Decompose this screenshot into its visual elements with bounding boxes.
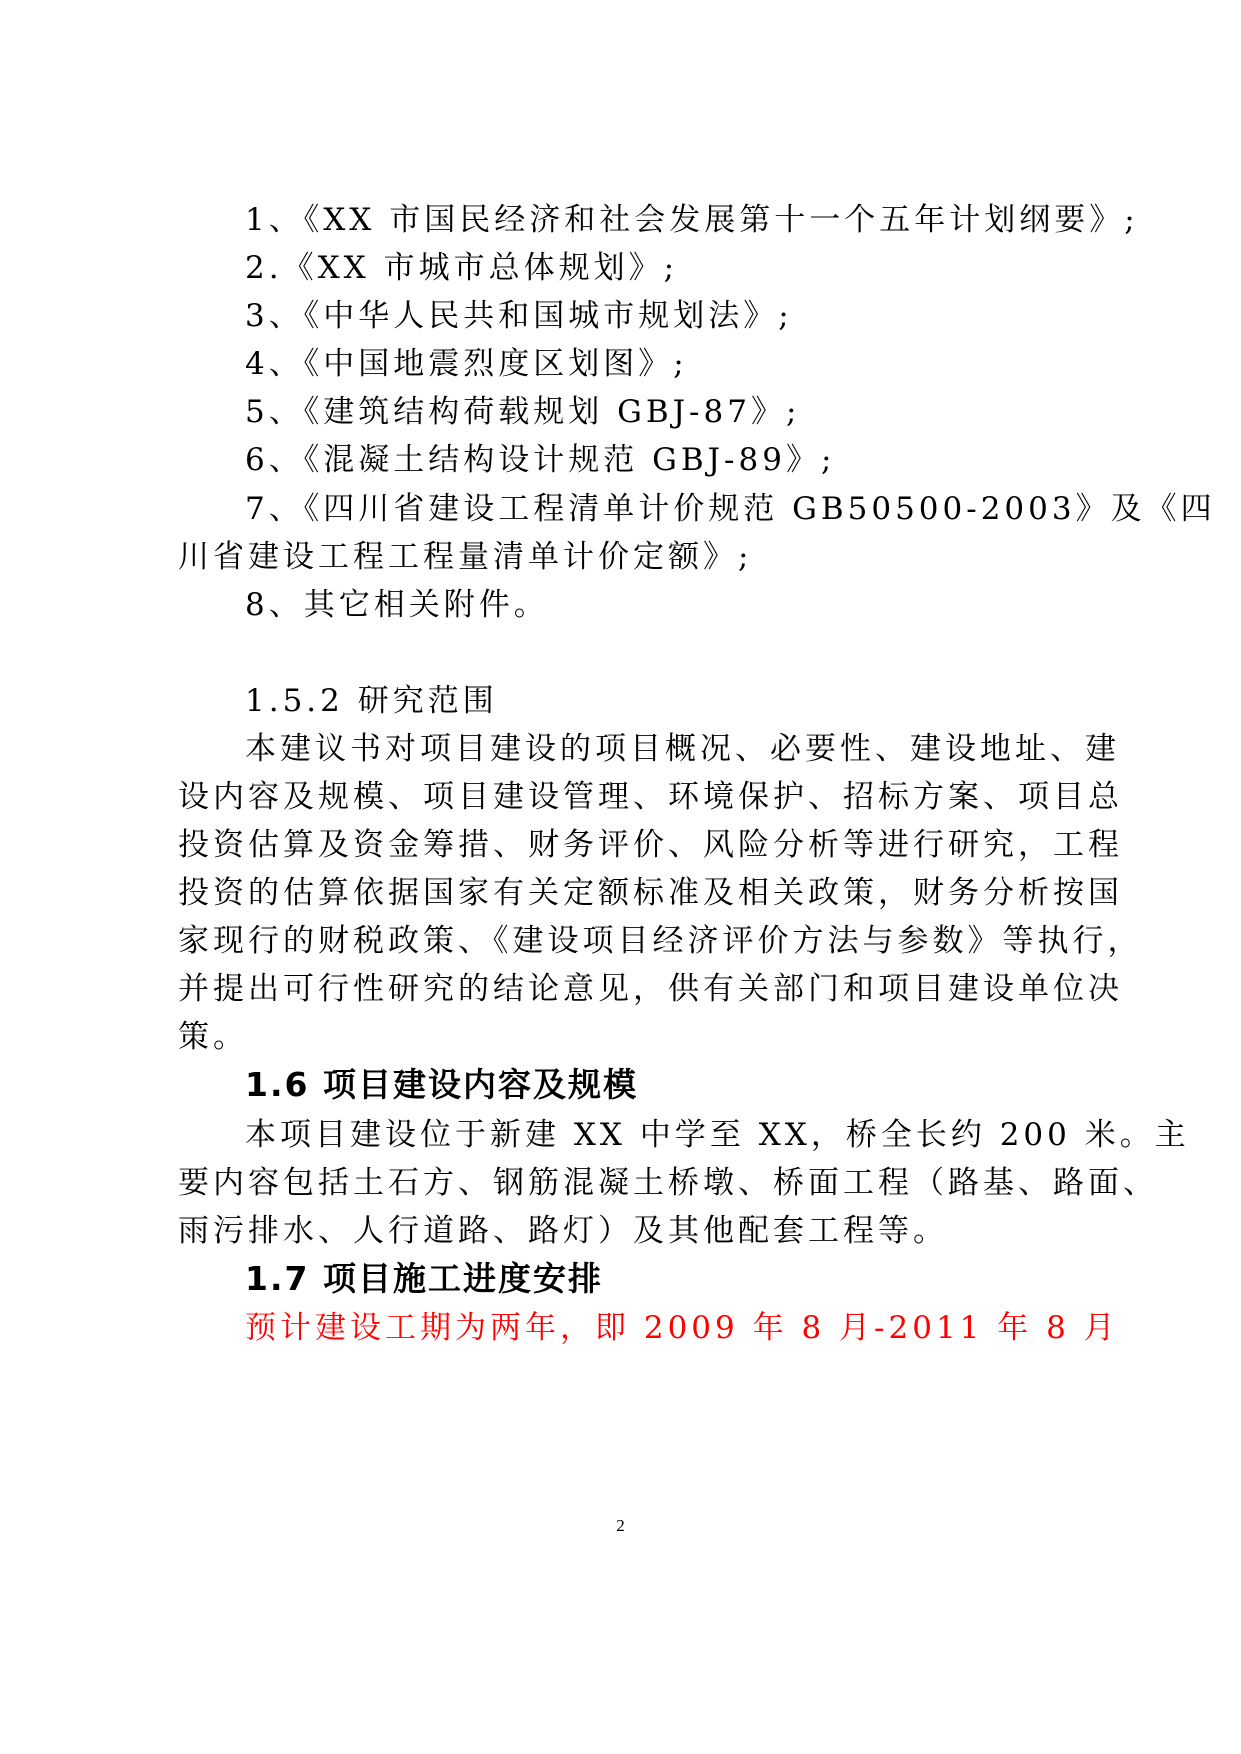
page-number: 2 (616, 1516, 625, 1535)
basis-item-2: 2.《XX 市城市总体规划》; (245, 250, 679, 286)
section-1-5-2-title: 1.5.2 研究范围 (245, 683, 498, 719)
basis-item-8: 8、其它相关附件。 (245, 587, 549, 623)
section-1-6-heading: 1.6 项目建设内容及规模 (245, 1065, 638, 1104)
scope-line-2: 设内容及规模、项目建设管理、环境保护、招标方案、项目总 (178, 779, 1123, 815)
scope-line-1: 本建议书对项目建设的项目概况、必要性、建设地址、建 (245, 731, 1120, 767)
basis-item-7-continued: 川省建设工程工程量清单计价定额》; (178, 539, 753, 575)
basis-item-3: 3、《中华人民共和国城市规划法》; (245, 298, 793, 334)
scope-line-5: 家现行的财税政策、《建设项目经济评价方法与参数》等执行， (178, 923, 1143, 959)
basis-item-5: 5、《建筑结构荷载规划 GBJ-87》; (245, 394, 801, 430)
section-1-7-heading: 1.7 项目施工进度安排 (245, 1259, 603, 1298)
scope-line-7: 策。 (178, 1019, 248, 1055)
scope-line-6: 并提出可行性研究的结论意见，供有关部门和项目建设单位决 (178, 971, 1123, 1007)
basis-item-1: 1、《XX 市国民经济和社会发展第十一个五年计划纲要》; (245, 202, 1139, 238)
content-line-3: 雨污排水、人行道路、路灯）及其他配套工程等。 (178, 1213, 948, 1249)
content-line-1: 本项目建设位于新建 XX 中学至 XX，桥全长约 200 米。主 (245, 1117, 1190, 1153)
basis-item-4: 4、《中国地震烈度区划图》; (245, 346, 688, 382)
content-line-2: 要内容包括土石方、钢筋混凝土桥墩、桥面工程（路基、路面、 (178, 1165, 1158, 1201)
schedule-text: 预计建设工期为两年，即 2009 年 8 月-2011 年 8 月 (245, 1310, 1119, 1346)
scope-line-3: 投资估算及资金筹措、财务评价、风险分析等进行研究，工程 (178, 827, 1123, 863)
basis-item-6: 6、《混凝土结构设计规范 GBJ-89》; (245, 442, 836, 478)
scope-line-4: 投资的估算依据国家有关定额标准及相关政策，财务分析按国 (178, 875, 1123, 911)
basis-item-7: 7、《四川省建设工程清单计价规范 GB50500-2003》及《四 (245, 491, 1216, 527)
